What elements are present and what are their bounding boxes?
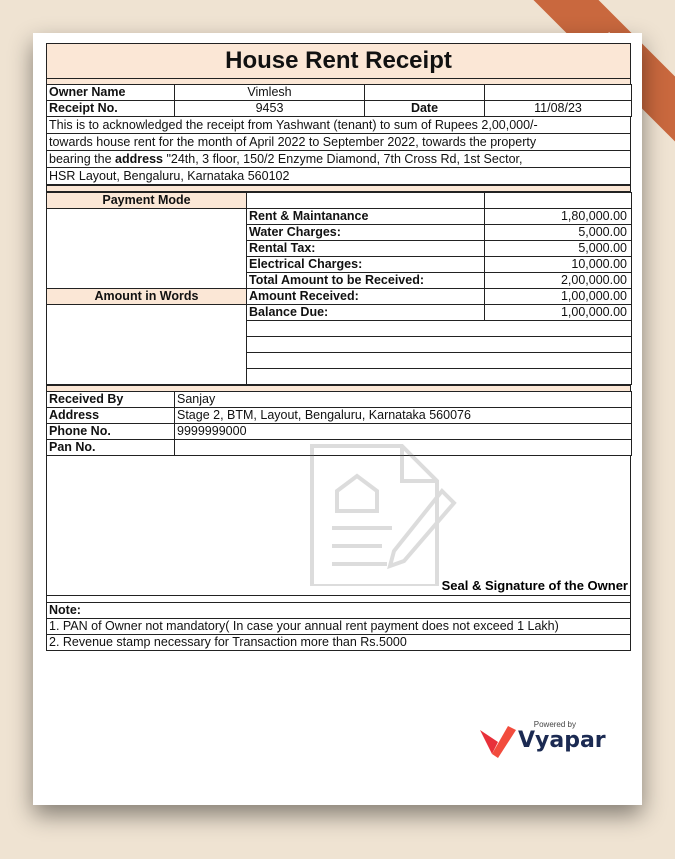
description-line: towards house rent for the month of April 2022 to September 2022, towards the property [47, 134, 630, 151]
vyapar-logo-icon [478, 724, 518, 760]
charge-value: 5,000.00 [485, 225, 632, 241]
address-value: Stage 2, BTM, Layout, Bengaluru, Karnataka 560076 [175, 408, 632, 424]
amount-in-words-value [47, 305, 247, 385]
amount-in-words-label: Amount in Words [47, 289, 247, 305]
charge-value: 1,00,000.00 [485, 305, 632, 321]
document-watermark-icon [292, 436, 462, 586]
charge-value: 1,00,000.00 [485, 289, 632, 305]
description-line: HSR Layout, Bengaluru, Karnataka 560102 [49, 169, 290, 183]
receipt-no-label: Receipt No. [47, 101, 175, 117]
acknowledgement-text [46, 117, 631, 185]
charge-value: 2,00,000.00 [485, 273, 632, 289]
note-label: Note: [47, 603, 631, 619]
empty-cell [247, 193, 485, 209]
receipt-form [46, 43, 631, 651]
empty-cell [485, 193, 632, 209]
vyapar-logo [478, 718, 606, 758]
charge-label: Rental Tax: [247, 241, 485, 257]
charge-label: Balance Due: [247, 305, 485, 321]
page-title: House Rent Receipt [46, 43, 631, 78]
receipt-no-value: 9453 [175, 101, 365, 117]
charge-value: 5,000.00 [485, 241, 632, 257]
signature-area [46, 456, 631, 596]
payment-mode-value [47, 209, 247, 289]
empty-cell [365, 85, 485, 101]
empty-row [247, 369, 632, 385]
divider [46, 185, 631, 192]
payment-table [46, 192, 632, 385]
charge-label: Electrical Charges: [247, 257, 485, 273]
vyapar-wordmark: Vyapar [518, 728, 606, 753]
empty-row [247, 321, 632, 337]
owner-name-value: Vimlesh [175, 85, 365, 101]
received-by-value: Sanjay [175, 392, 632, 408]
owner-table [46, 84, 632, 117]
phone-value: 9999999000 [175, 424, 632, 440]
date-value: 11/08/23 [485, 101, 632, 117]
powered-by-label: Powered by [533, 720, 576, 729]
charge-value: 10,000.00 [485, 257, 632, 273]
empty-cell [485, 85, 632, 101]
note-item: 1. PAN of Owner not mandatory( In case your annual rent payment does not exceed 1 Lakh) [47, 619, 631, 635]
charge-label: Water Charges: [247, 225, 485, 241]
pan-label: Pan No. [47, 440, 175, 456]
note-item: 2. Revenue stamp necessary for Transaction more than Rs.5000 [47, 635, 631, 651]
empty-row [247, 337, 632, 353]
description-line: This is to acknowledged the receipt from Yashwant (tenant) to sum of Rupees 2,00,000/- [47, 117, 630, 134]
empty-row [247, 353, 632, 369]
signature-label: Seal & Signature of the Owner [441, 578, 628, 593]
phone-label: Phone No. [47, 424, 175, 440]
charge-label: Rent & Maintanance [247, 209, 485, 225]
notes-table [46, 602, 631, 651]
address-label: Address [47, 408, 175, 424]
date-label: Date [365, 101, 485, 117]
owner-name-label: Owner Name [47, 85, 175, 101]
receipt-paper [33, 33, 642, 805]
charge-label: Total Amount to be Received: [247, 273, 485, 289]
charge-value: 1,80,000.00 [485, 209, 632, 225]
payment-mode-label: Payment Mode [47, 193, 247, 209]
charge-label: Amount Received: [247, 289, 485, 305]
description-line: bearing the address "24th, 3 floor, 150/2 Enzyme Diamond, 7th Cross Rd, 1st Sector, [47, 151, 630, 168]
received-by-label: Received By [47, 392, 175, 408]
